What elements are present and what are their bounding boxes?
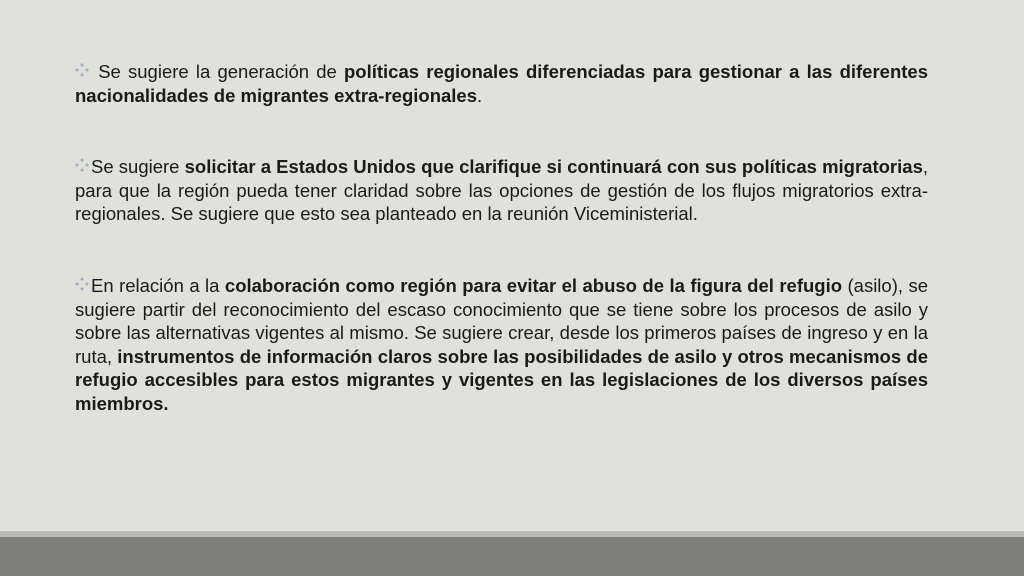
diamond-bullet-icon (75, 63, 89, 77)
bullet-text-bold: políticas regionales diferenciadas para gestionar a las diferentes nacionalidades de migrantes extra-regionales (75, 61, 928, 106)
bullet-text: (asilo), se sugiere partir del reconocimiento del escaso conocimiento que se tiene sobre los procesos de asilo y sobre las alternativas vigentes al mismo. Se sugiere crear, desde los primeros países de ingreso y en la ruta, (75, 274, 928, 367)
bullet-item (75, 155, 928, 226)
bullet-text: Se sugiere (91, 156, 185, 178)
bullet-text-bold: solicitar a Estados Unidos que clarifique si continuará con sus políticas migratorias (184, 156, 923, 178)
diamond-bullet-icon (75, 277, 89, 291)
diamond-bullet-icon (75, 158, 89, 172)
bullet-text: Se sugiere la generación de (91, 61, 344, 82)
bullet-text-bold: instrumentos de información claros sobre las posibilidades de asilo y otros mecanismos de refugio accesibles para estos migrantes y vigentes en las legislaciones de los diversos países miembros. (75, 345, 928, 414)
bullet-text-bold: colaboración como región para evitar el abuso de la figura del refugio (224, 274, 843, 296)
bullet-text: . (477, 84, 483, 106)
slide-content (75, 60, 928, 416)
bullet-text: , para que la región pueda tener claridad sobre las opciones de gestión de los flujos migratorios extra-regionales. Se sugiere que esto sea planteado en la reunión Viceministerial. (75, 156, 928, 225)
bullet-text: En relación a la (91, 274, 225, 296)
bullet-item (75, 60, 928, 107)
footer-bar (0, 537, 1024, 576)
bullet-item (75, 274, 928, 416)
